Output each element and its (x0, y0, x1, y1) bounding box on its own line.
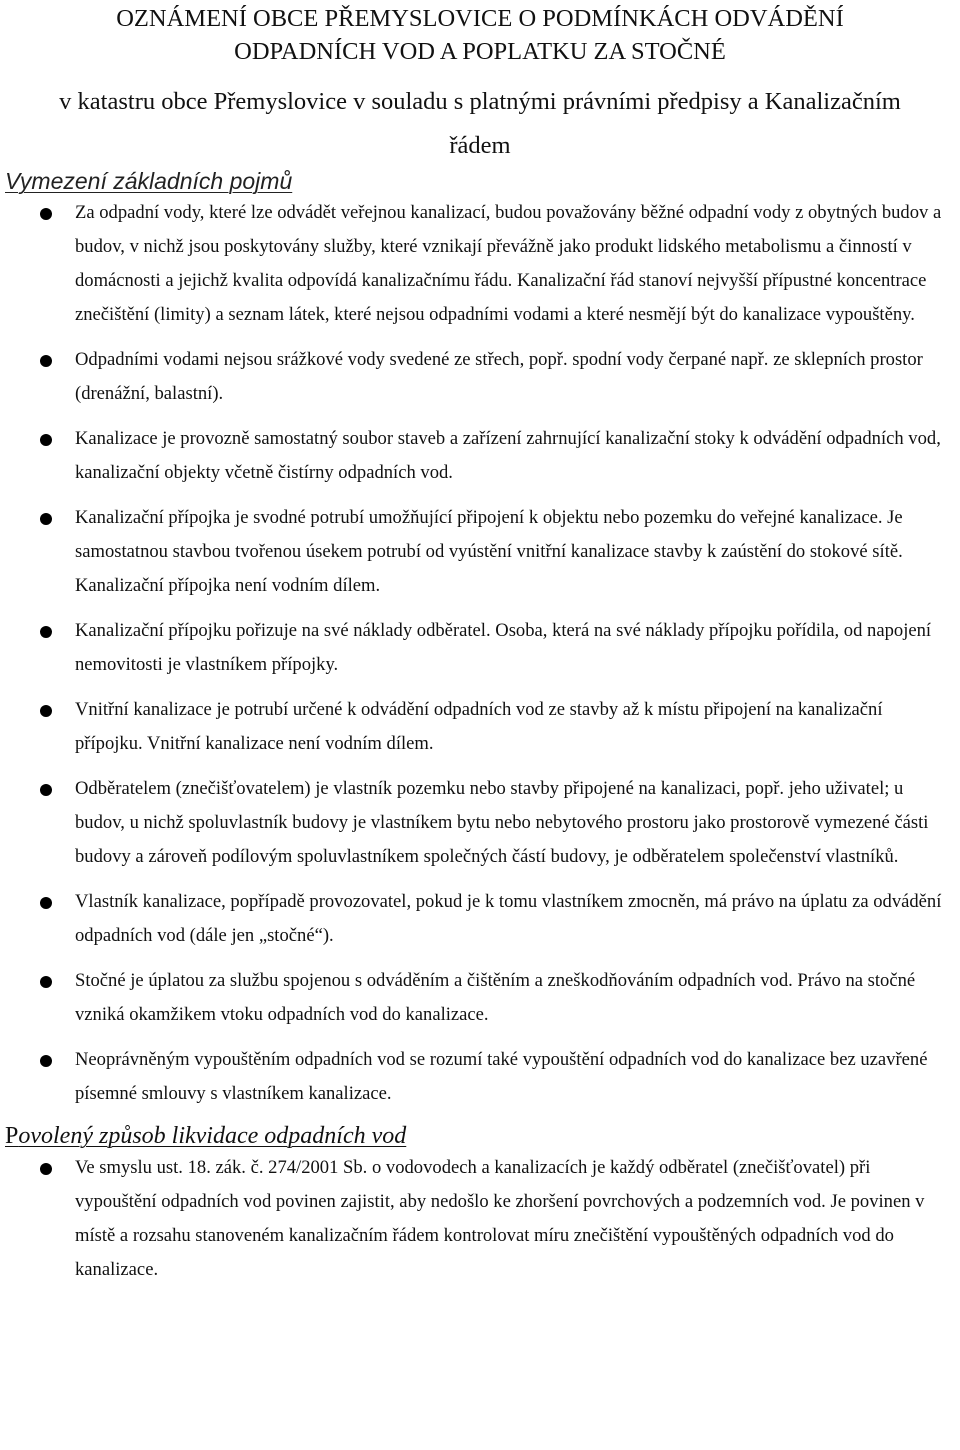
title-line-1: OZNÁMENÍ OBCE PŘEMYSLOVICE O PODMÍNKÁCH ODVÁDĚNÍ (116, 5, 844, 32)
bullet-icon (40, 976, 52, 988)
list-item (0, 614, 960, 682)
document-subtitle (4, 80, 956, 168)
list-item (0, 1043, 960, 1111)
bullet-icon (40, 705, 52, 717)
document-title (0, 2, 960, 68)
bullet-icon (40, 513, 52, 525)
list-item-text: Ve smyslu ust. 18. zák. č. 274/2001 Sb. o vodovodech a kanalizacích je každý odběratel (znečišťovatel) při vypouštění odpadních vod povinen zajistit, aby nedošlo ke zhoršení povrchových a podzemních vod. Je povinen v místě a rozsahu stanoveném kanalizačním řádem kontrolovat míru znečištění vypouštěných odpadních vod do kanalizace. (75, 1157, 925, 1280)
section-heading-rest: ovolený způsob likvidace odpadních vod (18, 1123, 407, 1149)
list-item-text: Stočné je úplatou za službu spojenou s odváděním a čištěním a zneškodňováním odpadních vod. Právo na stočné vzniká okamžikem vtoku odpadních vod do kanalizace. (75, 970, 916, 1025)
section-heading-definitions: Vymezení základních pojmů (5, 168, 293, 194)
list-item-text: Odpadními vodami nejsou srážkové vody svedené ze střech, popř. spodní vody čerpané např. ze sklepních prostor (drenážní, balastní). (75, 349, 923, 404)
bullet-icon (40, 208, 52, 220)
bullet-icon (40, 434, 52, 446)
definitions-list (0, 196, 960, 1111)
section-heading-disposal (0, 1121, 418, 1151)
list-item-text: Vnitřní kanalizace je potrubí určené k odvádění odpadních vod ze stavby až k místu připojení na kanalizační přípojku. Vnitřní kanalizace není vodním dílem. (75, 699, 883, 754)
list-item-text: Neoprávněným vypouštěním odpadních vod se rozumí také vypouštění odpadních vod do kanalizace bez uzavřené písemné smlouvy s vlastníkem kanalizace. (75, 1049, 928, 1104)
list-item-text: Kanalizační přípojku pořizuje na své náklady odběratel. Osoba, která na své náklady přípojku pořídila, od napojení nemovitosti je vlastníkem přípojky. (75, 620, 932, 675)
list-item (0, 343, 960, 411)
bullet-icon (40, 1163, 52, 1175)
subtitle-line-2: řádem (449, 132, 511, 159)
list-item (0, 885, 960, 953)
list-item (0, 422, 960, 490)
list-item (0, 501, 960, 603)
list-item (0, 196, 960, 332)
list-item-text: Odběratelem (znečišťovatelem) je vlastník pozemku nebo stavby připojené na kanalizaci, popř. jeho uživatel; u budov, u nichž spoluvlastník budovy je vlastníkem bytu nebo nebytového prostoru jako prostorově vymezené části budovy a zároveň podílovým spoluvlastníkem společných částí budovy, je odběratelem společenství vlastníků. (75, 778, 929, 867)
bullet-icon (40, 626, 52, 638)
list-item (0, 772, 960, 874)
list-item-text: Za odpadní vody, které lze odvádět veřejnou kanalizací, budou považovány běžné odpadní vody z obytných budov a budov, v nichž jsou poskytovány služby, které vznikají převážně jako produkt lidského metabolismu a činností v domácnosti a jejichž kvalita odpovídá kanalizačnímu řádu. Kanalizační řád stanoví nejvyšší přípustné koncentrace znečištění (limity) a seznam látek, které nejsou odpadními vodami a které nesmějí být do kanalizace vypouštěny. (75, 202, 942, 325)
title-line-2: ODPADNÍCH VOD A POPLATKU ZA STOČNÉ (234, 38, 726, 65)
list-item (0, 964, 960, 1032)
section-heading-initial: P (5, 1123, 19, 1149)
list-item-text: Kanalizace je provozně samostatný soubor staveb a zařízení zahrnující kanalizační stoky k odvádění odpadních vod, kanalizační objekty včetně čistírny odpadních vod. (75, 428, 941, 483)
bullet-icon (40, 355, 52, 367)
disposal-list (0, 1151, 960, 1287)
list-item-text: Kanalizační přípojka je svodné potrubí umožňující připojení k objektu nebo pozemku do veřejné kanalizace. Je samostatnou stavbou tvořenou úsekem potrubí od vyústění vnitřní kanalizace stavby k zaústění do stokové sítě. Kanalizační přípojka není vodním dílem. (75, 507, 903, 596)
bullet-icon (40, 1055, 52, 1067)
subtitle-line-1: v katastru obce Přemyslovice v souladu s platnými právními předpisy a Kanalizačním (59, 88, 901, 115)
bullet-icon (40, 784, 52, 796)
bullet-icon (40, 897, 52, 909)
list-item (0, 1151, 960, 1287)
list-item (0, 693, 960, 761)
list-item-text: Vlastník kanalizace, popřípadě provozovatel, pokud je k tomu vlastníkem zmocněn, má právo na úplatu za odvádění odpadních vod (dále jen „stočné“). (75, 891, 942, 946)
